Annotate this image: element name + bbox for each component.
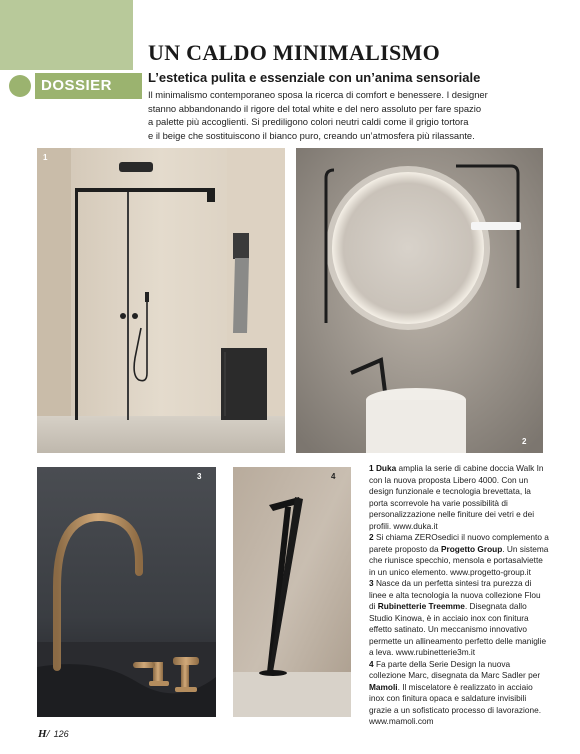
intro-line: a palette più accoglienti. Si prediligono colori neutri caldi come il grigio tortora — [148, 116, 469, 127]
caption-number: 1 — [369, 463, 374, 473]
section-dot — [9, 75, 31, 97]
shower-cabin-illustration — [37, 148, 285, 453]
page-subtitle: L’estetica pulita e essenziale con un’anima sensoriale — [148, 70, 481, 85]
photo-brass-faucet — [37, 467, 216, 717]
photo-number: 1 — [43, 153, 48, 162]
caption-text: amplia la serie di cabine doccia Walk In con la nuova proposta Libero 4000. Con un design funzionale e tecnologia brevettata, la porta scorrevole ha varie possibilità di personalizzazione nelle finiture dei vetri e dei profili. www.duka.it — [369, 463, 544, 531]
photo-number: 2 — [522, 437, 527, 446]
photo-round-mirror — [296, 148, 543, 453]
header-color-block — [0, 0, 133, 70]
caption-text: . Disegnata dallo Studio Kinowa, è in acciaio inox con finitura effetto satinato. Un meccanismo innovativo permette un allineamento perfetto delle maniglie a leva. www.rubinetterie3m.it — [369, 601, 547, 657]
caption-number: 3 — [369, 578, 374, 588]
caption-block — [369, 463, 549, 728]
caption-text: Nasce da un perfetta sintesi tra purezza di linee e alta tecnologia la nuova collezione Flou di — [369, 578, 541, 611]
intro-paragraph — [148, 88, 548, 142]
caption-item — [369, 532, 549, 578]
caption-item — [369, 578, 549, 659]
caption-text: Fa parte della Serie Design la nuova collezione Marc, disegnata da Marc Sadler per — [369, 658, 541, 680]
caption-text: . Il miscelatore è realizzato in acciaio inox con finitura opaca e saldature invisibili grazie a un sofisticato processo di lavorazione. www.mamoli.com — [369, 681, 542, 726]
section-label-text: DOSSIER — [35, 73, 142, 99]
photo-shower-cabin — [37, 148, 285, 453]
photo-number: 3 — [197, 472, 202, 481]
caption-text: . Un sistema che riunisce specchio, mensola e portasalviette in un unico elemento. www.progetto-group.it — [369, 543, 549, 577]
caption-item — [369, 659, 549, 728]
photo-black-mixer — [233, 467, 351, 717]
caption-brand: Progetto Group — [440, 543, 503, 554]
page-title: UN CALDO MINIMALISMO — [148, 40, 440, 65]
mirror-illustration — [296, 148, 543, 453]
photo-number: 4 — [331, 472, 336, 481]
intro-line: e il beige che sostituiscono il bianco puro, creando un’atmosfera più rilassante. — [148, 129, 475, 141]
page-number: 126 — [53, 729, 69, 739]
caption-number: 4 — [369, 658, 374, 669]
black-mixer-illustration — [233, 467, 351, 717]
page-footer — [38, 728, 69, 740]
intro-line: Il minimalismo contemporaneo sposa la ricerca di comfort e benessere. I designer — [148, 89, 488, 100]
caption-brand: Duka — [375, 463, 397, 473]
intro-line: stanno abbandonando il rigore del total white e del nero assoluto per fare spazio — [148, 102, 482, 114]
caption-item — [369, 463, 549, 532]
caption-text: Si chiama ZEROsedici il nuovo complemento a parete proposto da — [369, 532, 549, 554]
caption-brand: Rubinetterie Treemme — [377, 601, 465, 611]
section-label — [9, 73, 142, 99]
caption-number: 2 — [369, 532, 374, 542]
magazine-logo: H/ — [38, 728, 50, 740]
brass-faucet-illustration — [37, 467, 216, 717]
caption-brand: Mamoli — [369, 681, 398, 692]
